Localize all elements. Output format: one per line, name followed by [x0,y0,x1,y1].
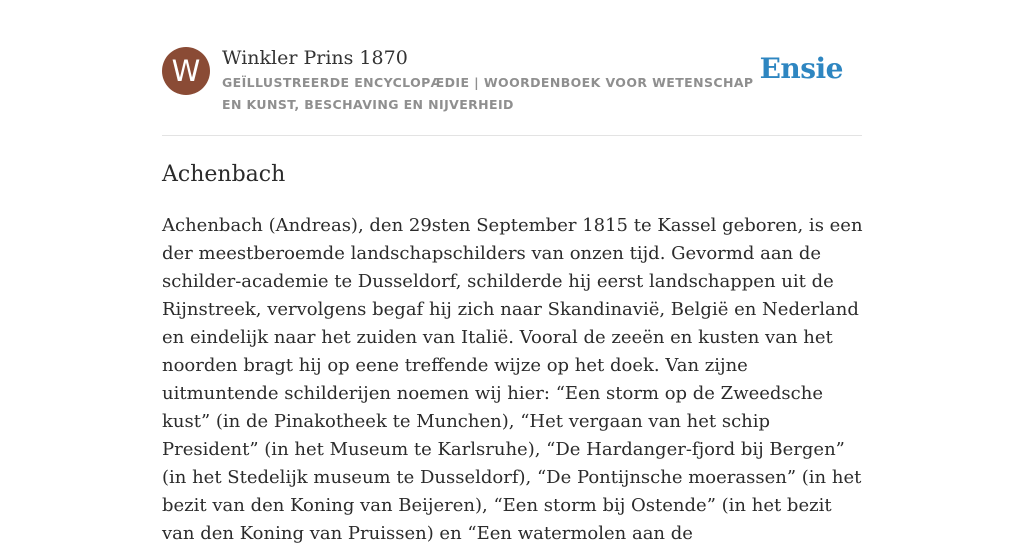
source-avatar[interactable]: W [162,47,210,95]
source-title[interactable]: Winkler Prins 1870 [222,47,408,69]
header-divider [162,135,862,136]
article-body: Achenbach (Andreas), den 29sten September 1815 te Kassel geboren, is een der meestberoemde landschapschilders van onzen tijd. Gevormd aan de schilder-academie te Dusseldorf, schilderde hij eerst landschappen uit de Rijnstreek, vervolgens begaf hij zich naar Skandinavië, België en Nederland en eindelijk naar het zuiden van Italië. Vooral de zeeën en kusten van het noorden bragt hij op eene treffende wijze op het doek. Van zijne uitmuntende schilderijen noemen wij hier: “Een storm op de Zweedsche kust” (in de Pinakotheek te Munchen), “Het vergaan van het schip President” (in het Museum te Karlsruhe), “De Hardanger-fjord bij Bergen” (in het Stedelijk museum te Dusseldorf), “De Pontijnsche moerassen” (in het bezit van den Koning van Beijeren), “Een storm bij Ostende” (in het bezit van den Koning van Pruissen) en “Een watermolen aan de [162,215,863,544]
source-subtitle: GEÏLLUSTREERDE ENCYCLOPÆDIE | WOORDENBOEK VOOR WETENSCHAP EN KUNST, BESCHAVING EN NIJVERHEID [222,75,754,112]
source-header [162,44,862,116]
ensie-logo[interactable]: Ensie [759,52,843,85]
article-title: Achenbach [162,162,286,187]
